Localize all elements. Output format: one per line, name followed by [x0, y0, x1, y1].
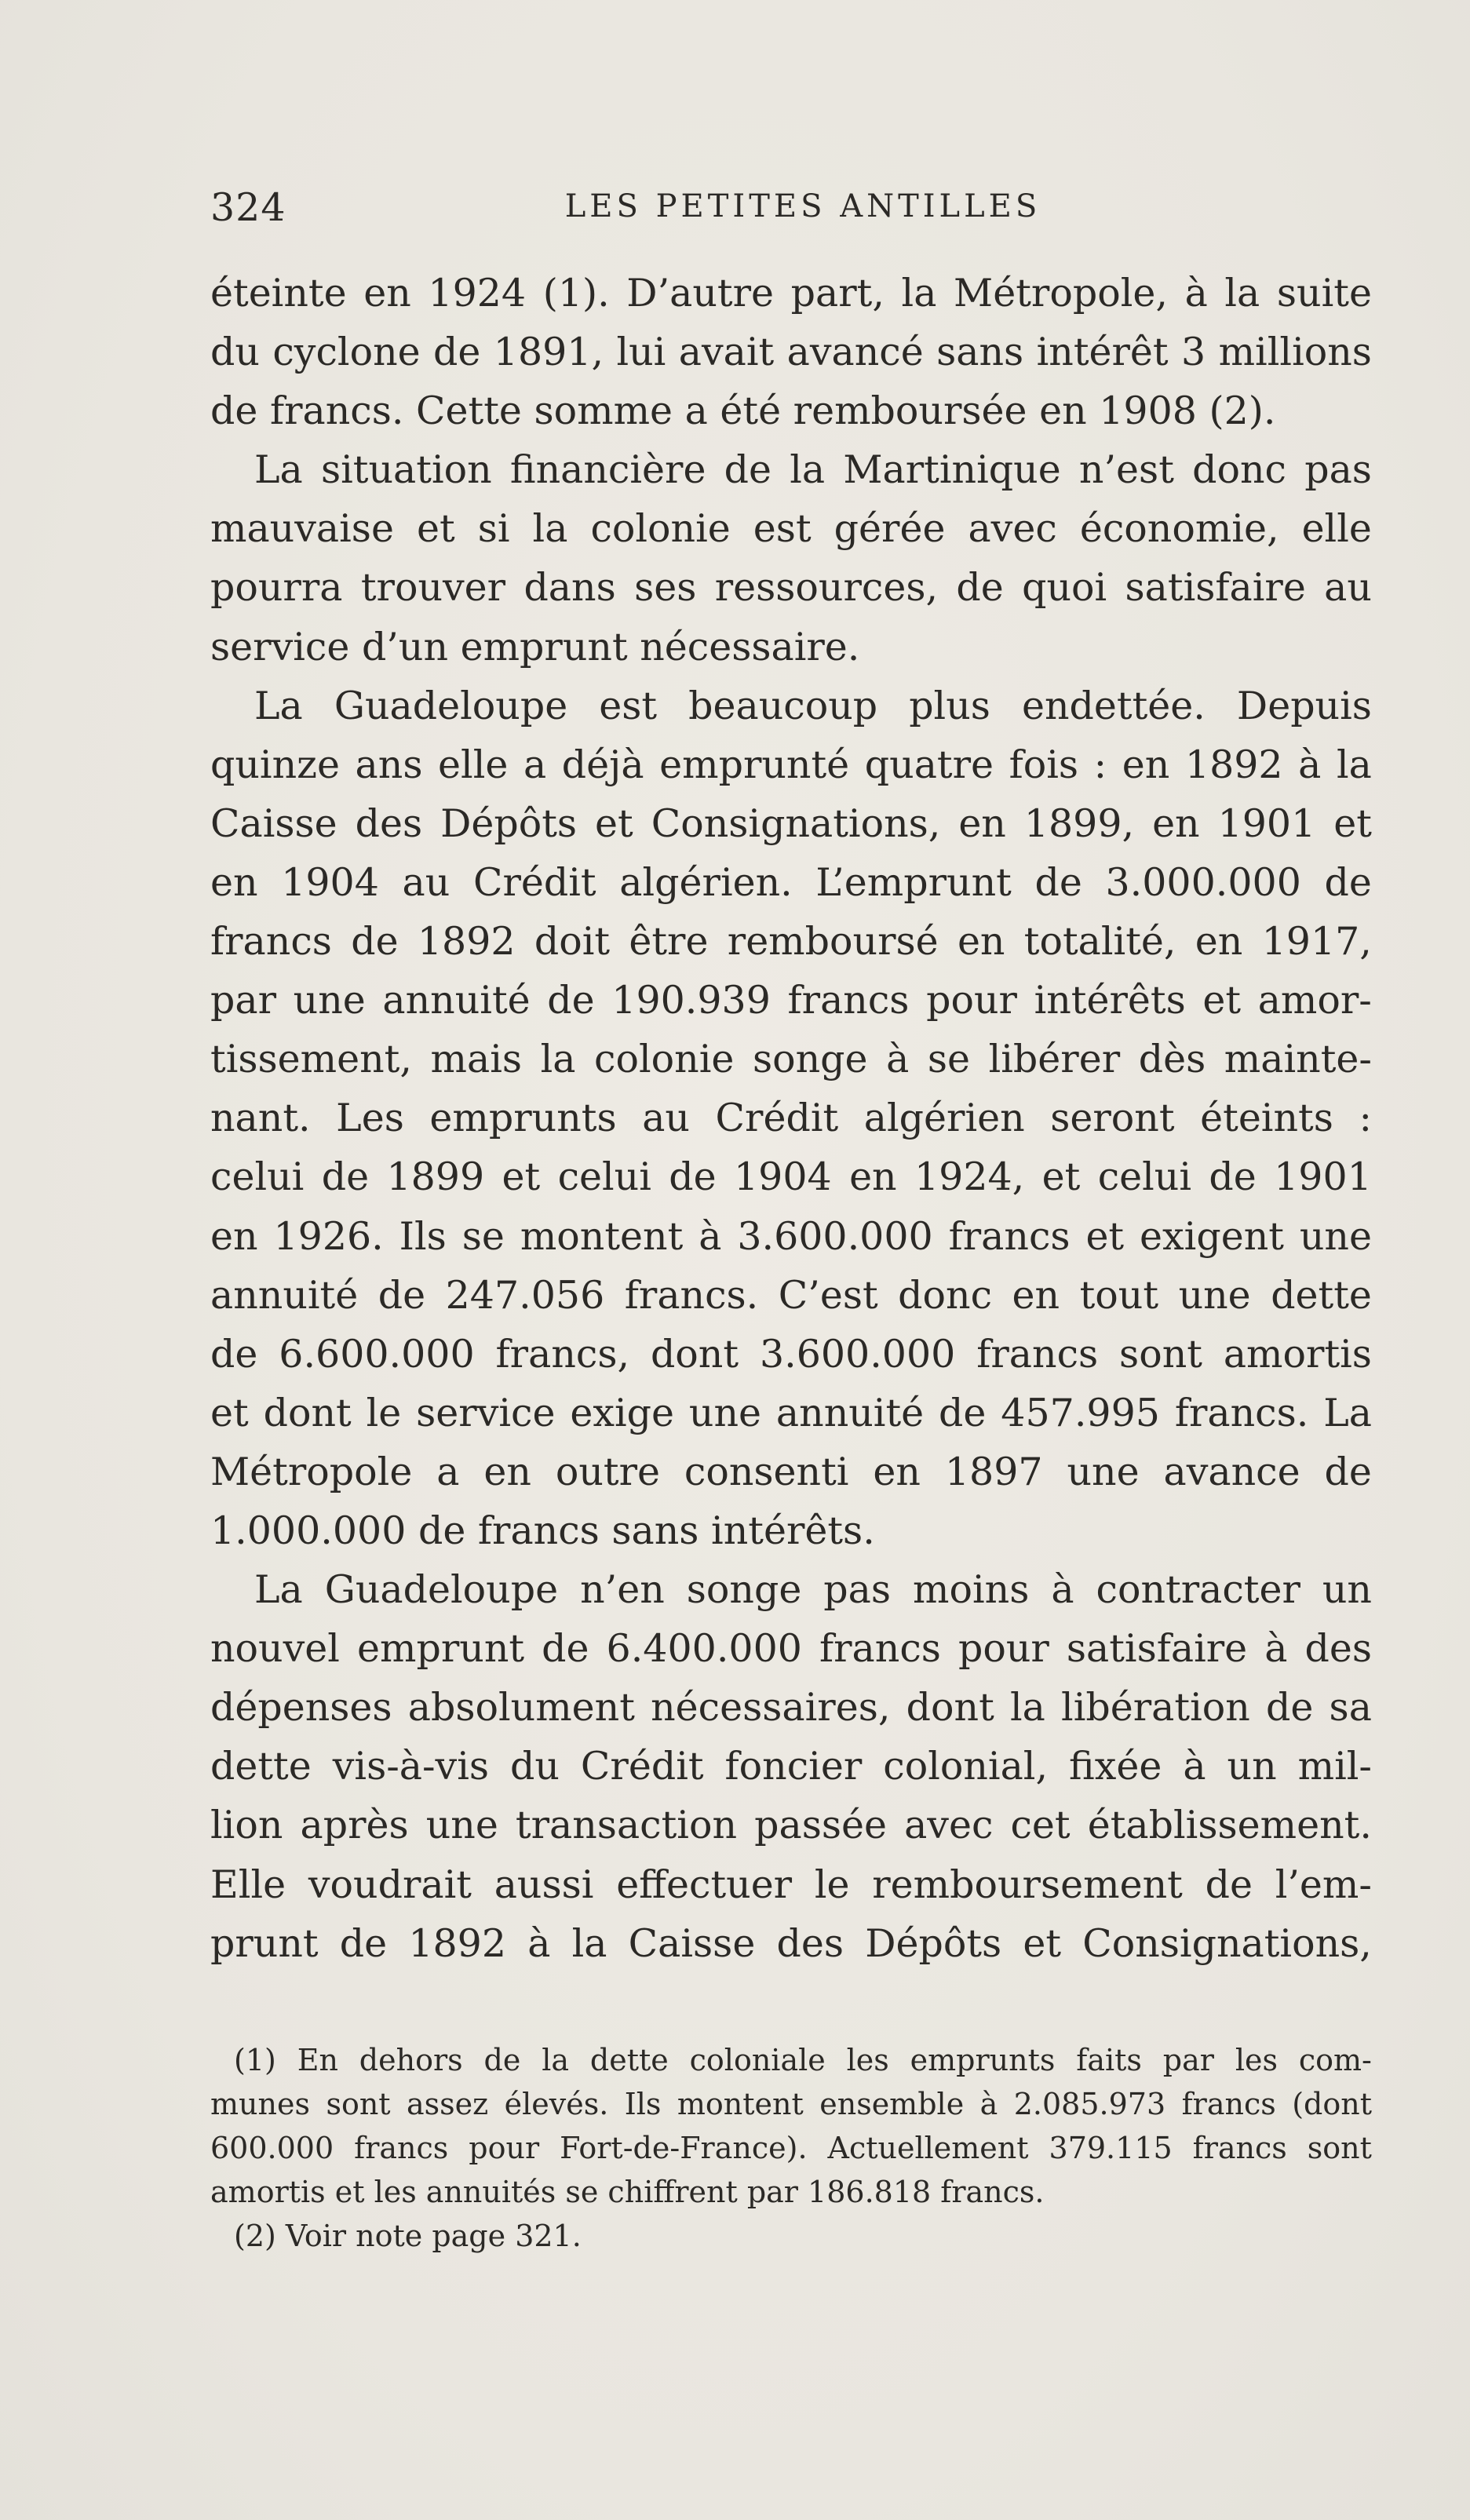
page-number: 324	[210, 185, 286, 230]
text-line: La situation financière de la Martinique n’est donc pas	[254, 447, 1372, 493]
text-line: annuité de 247.056 francs. C’est donc en tout une dette	[210, 1272, 1372, 1318]
footnote-line: amortis et les annuités se chiffrent par 186.818 francs.	[210, 2175, 1045, 2209]
text-line: prunt de 1892 à la Caisse des Dépôts et Consignations,	[210, 1920, 1372, 1966]
text-line: Elle voudrait aussi effectuer le remboursement de l’em-	[210, 1862, 1372, 1907]
text-line: éteinte en 1924 (1). D’autre part, la Métropole, à la suite	[210, 271, 1372, 315]
text-line: 1.000.000 de francs sans intérêts.	[210, 1508, 875, 1553]
text-line: Métropole a en outre consenti en 1897 une avance de	[210, 1449, 1372, 1494]
body-text	[210, 264, 1372, 1973]
text-line: nouvel emprunt de 6.400.000 francs pour satisfaire à des	[210, 1626, 1372, 1672]
text-line: et dont le service exige une annuité de 457.995 francs. La	[210, 1390, 1372, 1435]
text-line: de 6.600.000 francs, dont 3.600.000 francs sont amortis	[210, 1331, 1372, 1377]
text-line: pourra trouver dans ses ressources, de quoi satisfaire au	[210, 565, 1372, 611]
text-line: en 1926. Ils se montent à 3.600.000 francs et exigent une	[210, 1213, 1372, 1259]
text-line: du cyclone de 1891, lui avait avancé sans intérêt 3 millions	[210, 330, 1372, 375]
text-line: quinze ans elle a déjà emprunté quatre fois : en 1892 à la	[210, 742, 1372, 787]
footnotes	[210, 2038, 1372, 2258]
footnote-line: munes sont assez élevés. Ils montent ensemble à 2.085.973 francs (dont	[210, 2087, 1372, 2121]
text-line: par une annuité de 190.939 francs pour intérêts et amor-	[210, 978, 1372, 1023]
text-line: La Guadeloupe n’en songe pas moins à contracter un	[254, 1567, 1372, 1613]
page-header	[210, 185, 1395, 240]
text-line: dette vis-à-vis du Crédit foncier colonial, fixée à un mil-	[210, 1744, 1372, 1789]
text-line: lion après une transaction passée avec cet établissement.	[210, 1803, 1372, 1848]
text-line: mauvaise et si la colonie est gérée avec économie, elle	[210, 506, 1372, 552]
footnote-line: (1) En dehors de la dette coloniale les emprunts faits par les com-	[234, 2043, 1372, 2077]
footnote-line: (2) Voir note page 321.	[234, 2219, 582, 2253]
text-line: La Guadeloupe est beaucoup plus endettée. Depuis	[254, 683, 1372, 728]
text-line: en 1904 au Crédit algérien. L’emprunt de 3.000.000 de	[210, 859, 1372, 905]
text-line: nant. Les emprunts au Crédit algérien seront éteints :	[210, 1096, 1372, 1141]
text-line: francs de 1892 doit être remboursé en totalité, en 1917,	[210, 919, 1372, 965]
text-line: celui de 1899 et celui de 1904 en 1924, et celui de 1901	[210, 1154, 1372, 1200]
text-line: service d’un emprunt nécessaire.	[210, 624, 860, 669]
text-line: dépenses absolument nécessaires, dont la libération de sa	[210, 1685, 1372, 1730]
text-line: de francs. Cette somme a été remboursée en 1908 (2).	[210, 388, 1276, 434]
running-title: LES PETITES ANTILLES	[564, 188, 1041, 224]
text-line: tissement, mais la colonie songe à se libérer dès mainte-	[210, 1037, 1372, 1082]
footnote-line: 600.000 francs pour Fort-de-France). Actuellement 379.115 francs sont	[210, 2131, 1372, 2165]
text-line: Caisse des Dépôts et Consignations, en 1899, en 1901 et	[210, 800, 1372, 846]
